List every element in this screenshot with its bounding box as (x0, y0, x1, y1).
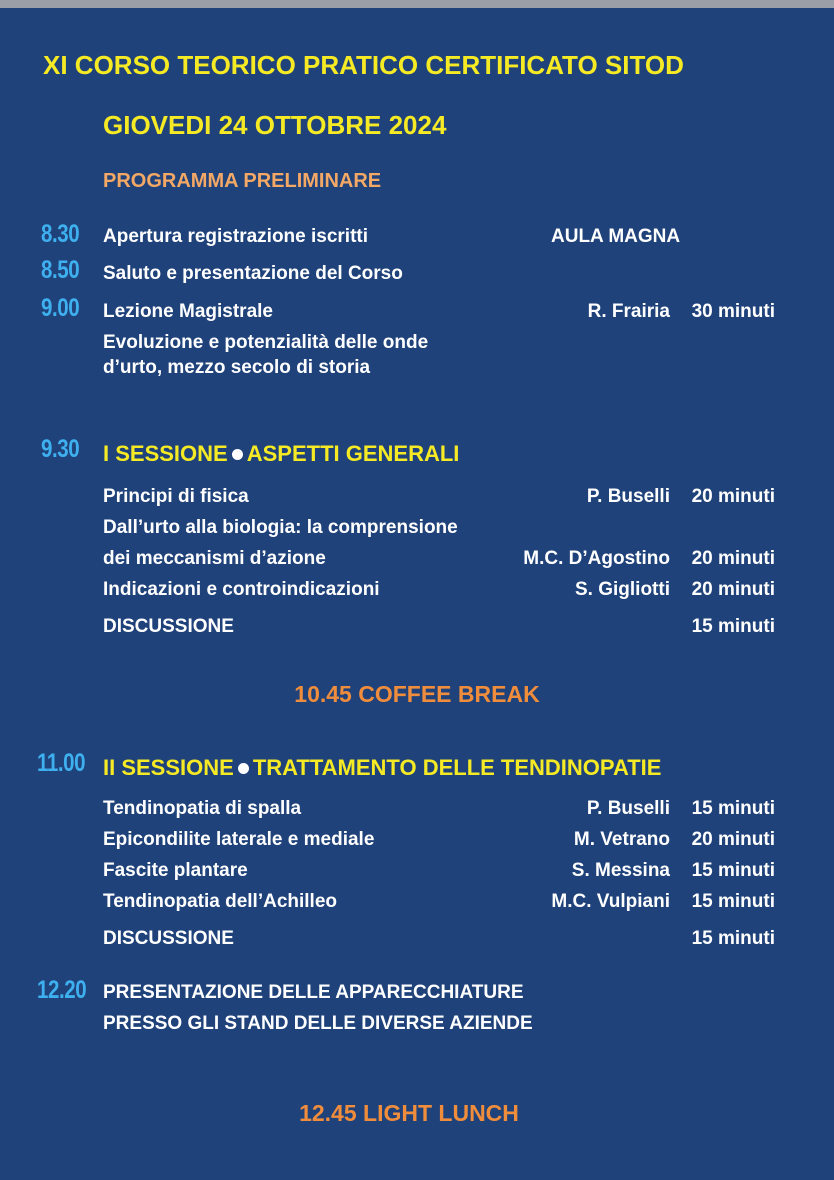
time-0900: 9.00 (41, 294, 80, 322)
session1-discussion-duration: 15 minuti (691, 616, 775, 637)
item-welcome: Saluto e presentazione del Corso (103, 263, 403, 284)
bullet-icon (238, 763, 249, 774)
course-title: XI CORSO TEORICO PRATICO CERTIFICATO SITOD (43, 50, 684, 80)
lecture-desc-line1: Evoluzione e potenzialità delle onde (103, 332, 429, 353)
top-border (0, 0, 834, 8)
light-lunch: 12.45 LIGHT LUNCH (299, 1100, 519, 1126)
speaker-vulpiani: M.C. Vulpiani (551, 891, 670, 912)
talk-physics: Principi di fisica (103, 486, 249, 507)
time-0930: 9.30 (41, 435, 80, 463)
duration-biology: 20 minuti (691, 548, 775, 569)
time-1220: 12.20 (37, 976, 87, 1004)
session2-discussion: DISCUSSIONE (103, 928, 234, 949)
duration-shoulder: 15 minuti (691, 798, 775, 819)
coffee-break: 10.45 COFFEE BREAK (294, 681, 540, 707)
session1-title (103, 441, 459, 467)
speaker-frairia: R. Frairia (587, 301, 670, 322)
speaker-gigliotti: S. Gigliotti (575, 579, 670, 600)
item-lecture: Lezione Magistrale (103, 301, 273, 322)
time-1100: 11.00 (37, 749, 86, 777)
duration-epicondylitis: 20 minuti (691, 829, 775, 850)
session2-topic: TRATTAMENTO DELLE TENDINOPATIE (252, 755, 662, 780)
bullet-icon (232, 449, 243, 460)
talk-indications: Indicazioni e controindicazioni (103, 579, 380, 600)
session1-label: I SESSIONE (103, 441, 228, 466)
time-0850: 8.50 (41, 256, 80, 284)
presentation-line1: PRESENTAZIONE DELLE APPARECCHIATURE (103, 982, 524, 1003)
room-label: AULA MAGNA (551, 226, 681, 247)
talk-epicondylitis: Epicondilite laterale e mediale (103, 829, 375, 850)
time-0830: 8.30 (41, 220, 80, 248)
presentation-line2: PRESSO GLI STAND DELLE DIVERSE AZIENDE (103, 1013, 533, 1034)
duration-plantar: 15 minuti (691, 860, 775, 881)
duration-achilles: 15 minuti (691, 891, 775, 912)
program-label: PROGRAMMA PRELIMINARE (103, 170, 382, 192)
talk-achilles: Tendinopatia dell’Achilleo (103, 891, 338, 912)
item-registration: Apertura registrazione iscritti (103, 226, 369, 247)
talk-shoulder: Tendinopatia di spalla (103, 798, 302, 819)
talk-plantar: Fascite plantare (103, 860, 248, 881)
lecture-desc-line2: d’urto, mezzo secolo di storia (103, 357, 371, 378)
talk-biology-line2: dei meccanismi d’azione (103, 548, 326, 569)
session2-discussion-duration: 15 minuti (691, 928, 775, 949)
duration-lecture: 30 minuti (691, 301, 775, 322)
session1-discussion: DISCUSSIONE (103, 616, 234, 637)
event-date: GIOVEDI 24 OTTOBRE 2024 (103, 110, 447, 140)
speaker-vetrano: M. Vetrano (573, 829, 670, 850)
session2-label: II SESSIONE (103, 755, 234, 780)
speaker-buselli: P. Buselli (586, 486, 670, 507)
duration-physics: 20 minuti (691, 486, 775, 507)
talk-biology-line1: Dall’urto alla biologia: la comprensione (103, 517, 458, 538)
speaker-dagostino: M.C. D’Agostino (523, 548, 670, 569)
speaker-messina: S. Messina (571, 860, 670, 881)
session2-title (103, 755, 661, 781)
duration-indications: 20 minuti (691, 579, 775, 600)
speaker-buselli-2: P. Buselli (586, 798, 670, 819)
session1-topic: ASPETTI GENERALI (246, 441, 460, 466)
